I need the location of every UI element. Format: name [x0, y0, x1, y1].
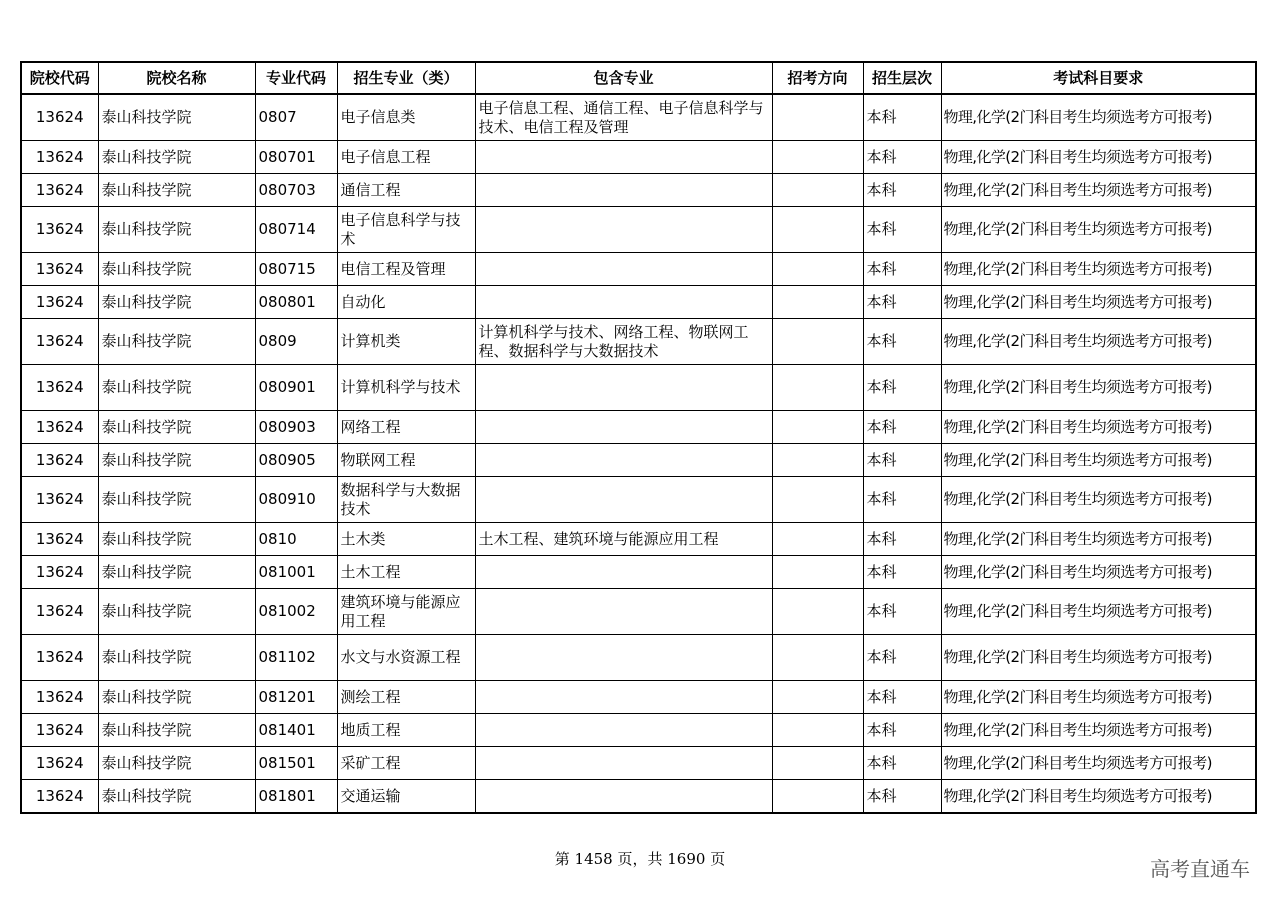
- cell-school-code: 13624: [21, 747, 98, 780]
- cell-level: 本科: [863, 556, 941, 589]
- cell-included-majors: [475, 556, 772, 589]
- cell-level: 本科: [863, 523, 941, 556]
- table-row: [21, 411, 1256, 444]
- cell-school-code: 13624: [21, 780, 98, 814]
- cell-subject-requirement: 物理,化学(2门科目考生均须选考方可报考): [941, 141, 1256, 174]
- cell-school-name: 泰山科技学院: [98, 365, 255, 411]
- cell-school-name: 泰山科技学院: [98, 207, 255, 253]
- table-body: [21, 94, 1256, 813]
- cell-direction: [772, 635, 863, 681]
- cell-direction: [772, 681, 863, 714]
- header-level: 招生层次: [863, 62, 941, 94]
- cell-major: 计算机类: [337, 319, 475, 365]
- cell-included-majors: [475, 286, 772, 319]
- cell-included-majors: [475, 411, 772, 444]
- watermark-text: 高考直通车: [1150, 857, 1250, 881]
- header-major-code: 专业代码: [255, 62, 337, 94]
- cell-subject-requirement: 物理,化学(2门科目考生均须选考方可报考): [941, 319, 1256, 365]
- cell-school-code: 13624: [21, 523, 98, 556]
- cell-included-majors: [475, 780, 772, 814]
- cell-school-code: 13624: [21, 635, 98, 681]
- table-row: [21, 286, 1256, 319]
- cell-level: 本科: [863, 174, 941, 207]
- cell-major-code: 081102: [255, 635, 337, 681]
- cell-school-code: 13624: [21, 141, 98, 174]
- cell-included-majors: [475, 747, 772, 780]
- cell-major-code: 080801: [255, 286, 337, 319]
- header-school-code: 院校代码: [21, 62, 98, 94]
- table-row: [21, 94, 1256, 141]
- cell-subject-requirement: 物理,化学(2门科目考生均须选考方可报考): [941, 286, 1256, 319]
- cell-school-code: 13624: [21, 286, 98, 319]
- cell-subject-requirement: 物理,化学(2门科目考生均须选考方可报考): [941, 635, 1256, 681]
- cell-level: 本科: [863, 141, 941, 174]
- table-row: [21, 365, 1256, 411]
- header-subject-requirement: 考试科目要求: [941, 62, 1256, 94]
- cell-major-code: 080901: [255, 365, 337, 411]
- cell-subject-requirement: 物理,化学(2门科目考生均须选考方可报考): [941, 714, 1256, 747]
- cell-school-name: 泰山科技学院: [98, 444, 255, 477]
- cell-school-name: 泰山科技学院: [98, 174, 255, 207]
- cell-level: 本科: [863, 747, 941, 780]
- cell-direction: [772, 365, 863, 411]
- cell-included-majors: 土木工程、建筑环境与能源应用工程: [475, 523, 772, 556]
- cell-major: 电子信息科学与技术: [337, 207, 475, 253]
- cell-level: 本科: [863, 207, 941, 253]
- cell-major: 土木类: [337, 523, 475, 556]
- table-row: [21, 207, 1256, 253]
- cell-direction: [772, 747, 863, 780]
- cell-school-name: 泰山科技学院: [98, 747, 255, 780]
- cell-direction: [772, 714, 863, 747]
- cell-direction: [772, 141, 863, 174]
- cell-major-code: 081002: [255, 589, 337, 635]
- cell-level: 本科: [863, 589, 941, 635]
- cell-included-majors: 电子信息工程、通信工程、电子信息科学与技术、电信工程及管理: [475, 94, 772, 141]
- cell-included-majors: [475, 635, 772, 681]
- cell-major: 交通运输: [337, 780, 475, 814]
- cell-major-code: 080703: [255, 174, 337, 207]
- cell-school-name: 泰山科技学院: [98, 556, 255, 589]
- cell-direction: [772, 556, 863, 589]
- table-row: [21, 477, 1256, 523]
- cell-major-code: 081001: [255, 556, 337, 589]
- cell-level: 本科: [863, 286, 941, 319]
- cell-school-name: 泰山科技学院: [98, 714, 255, 747]
- table-row: [21, 174, 1256, 207]
- cell-school-name: 泰山科技学院: [98, 477, 255, 523]
- cell-major-code: 080903: [255, 411, 337, 444]
- cell-level: 本科: [863, 94, 941, 141]
- cell-major-code: 080910: [255, 477, 337, 523]
- header-row: [21, 62, 1256, 94]
- cell-school-code: 13624: [21, 365, 98, 411]
- cell-included-majors: [475, 365, 772, 411]
- cell-school-code: 13624: [21, 411, 98, 444]
- table-row: [21, 780, 1256, 814]
- cell-included-majors: [475, 714, 772, 747]
- cell-major-code: 080715: [255, 253, 337, 286]
- table-row: [21, 319, 1256, 365]
- cell-major-code: 081501: [255, 747, 337, 780]
- cell-major: 电信工程及管理: [337, 253, 475, 286]
- cell-school-code: 13624: [21, 319, 98, 365]
- header-direction: 招考方向: [772, 62, 863, 94]
- cell-school-name: 泰山科技学院: [98, 411, 255, 444]
- cell-school-name: 泰山科技学院: [98, 141, 255, 174]
- cell-major: 自动化: [337, 286, 475, 319]
- cell-subject-requirement: 物理,化学(2门科目考生均须选考方可报考): [941, 780, 1256, 814]
- cell-subject-requirement: 物理,化学(2门科目考生均须选考方可报考): [941, 477, 1256, 523]
- cell-subject-requirement: 物理,化学(2门科目考生均须选考方可报考): [941, 411, 1256, 444]
- cell-major: 数据科学与大数据技术: [337, 477, 475, 523]
- cell-direction: [772, 780, 863, 814]
- cell-school-code: 13624: [21, 444, 98, 477]
- page-number: 第 1458 页，共 1690 页: [554, 850, 726, 868]
- cell-school-code: 13624: [21, 589, 98, 635]
- cell-major-code: 0807: [255, 94, 337, 141]
- cell-school-name: 泰山科技学院: [98, 589, 255, 635]
- cell-direction: [772, 94, 863, 141]
- cell-school-code: 13624: [21, 174, 98, 207]
- cell-major: 通信工程: [337, 174, 475, 207]
- table-row: [21, 141, 1256, 174]
- cell-major: 电子信息工程: [337, 141, 475, 174]
- cell-major-code: 081201: [255, 681, 337, 714]
- cell-included-majors: [475, 681, 772, 714]
- cell-school-code: 13624: [21, 477, 98, 523]
- cell-subject-requirement: 物理,化学(2门科目考生均须选考方可报考): [941, 174, 1256, 207]
- cell-major-code: 080905: [255, 444, 337, 477]
- cell-subject-requirement: 物理,化学(2门科目考生均须选考方可报考): [941, 444, 1256, 477]
- cell-major: 计算机科学与技术: [337, 365, 475, 411]
- cell-school-name: 泰山科技学院: [98, 635, 255, 681]
- table-row: [21, 747, 1256, 780]
- cell-direction: [772, 523, 863, 556]
- admissions-table: [20, 61, 1257, 814]
- cell-included-majors: [475, 141, 772, 174]
- cell-direction: [772, 589, 863, 635]
- cell-level: 本科: [863, 477, 941, 523]
- cell-major: 测绘工程: [337, 681, 475, 714]
- cell-level: 本科: [863, 365, 941, 411]
- cell-direction: [772, 253, 863, 286]
- cell-included-majors: [475, 253, 772, 286]
- cell-direction: [772, 319, 863, 365]
- cell-major-code: 0810: [255, 523, 337, 556]
- cell-major: 建筑环境与能源应用工程: [337, 589, 475, 635]
- table-row: [21, 444, 1256, 477]
- table-row: [21, 635, 1256, 681]
- cell-level: 本科: [863, 253, 941, 286]
- cell-school-name: 泰山科技学院: [98, 94, 255, 141]
- cell-school-name: 泰山科技学院: [98, 286, 255, 319]
- cell-direction: [772, 444, 863, 477]
- cell-school-name: 泰山科技学院: [98, 523, 255, 556]
- cell-subject-requirement: 物理,化学(2门科目考生均须选考方可报考): [941, 747, 1256, 780]
- header-included-majors: 包含专业: [475, 62, 772, 94]
- table-row: [21, 589, 1256, 635]
- cell-subject-requirement: 物理,化学(2门科目考生均须选考方可报考): [941, 523, 1256, 556]
- table-header: [21, 62, 1256, 94]
- cell-school-code: 13624: [21, 681, 98, 714]
- cell-level: 本科: [863, 444, 941, 477]
- cell-subject-requirement: 物理,化学(2门科目考生均须选考方可报考): [941, 556, 1256, 589]
- cell-subject-requirement: 物理,化学(2门科目考生均须选考方可报考): [941, 681, 1256, 714]
- cell-major-code: 0809: [255, 319, 337, 365]
- cell-included-majors: 计算机科学与技术、网络工程、物联网工程、数据科学与大数据技术: [475, 319, 772, 365]
- cell-school-code: 13624: [21, 94, 98, 141]
- cell-direction: [772, 207, 863, 253]
- cell-direction: [772, 477, 863, 523]
- table-row: [21, 523, 1256, 556]
- cell-school-name: 泰山科技学院: [98, 319, 255, 365]
- cell-direction: [772, 174, 863, 207]
- cell-major-code: 080714: [255, 207, 337, 253]
- cell-major: 土木工程: [337, 556, 475, 589]
- cell-major: 网络工程: [337, 411, 475, 444]
- cell-level: 本科: [863, 780, 941, 814]
- cell-subject-requirement: 物理,化学(2门科目考生均须选考方可报考): [941, 589, 1256, 635]
- cell-major-code: 081801: [255, 780, 337, 814]
- cell-level: 本科: [863, 714, 941, 747]
- cell-included-majors: [475, 174, 772, 207]
- cell-included-majors: [475, 589, 772, 635]
- cell-school-name: 泰山科技学院: [98, 253, 255, 286]
- cell-major: 水文与水资源工程: [337, 635, 475, 681]
- cell-subject-requirement: 物理,化学(2门科目考生均须选考方可报考): [941, 207, 1256, 253]
- header-major: 招生专业（类）: [337, 62, 475, 94]
- cell-direction: [772, 411, 863, 444]
- cell-level: 本科: [863, 681, 941, 714]
- table-row: [21, 253, 1256, 286]
- cell-major-code: 080701: [255, 141, 337, 174]
- cell-subject-requirement: 物理,化学(2门科目考生均须选考方可报考): [941, 94, 1256, 141]
- table-row: [21, 681, 1256, 714]
- cell-level: 本科: [863, 319, 941, 365]
- cell-major: 电子信息类: [337, 94, 475, 141]
- cell-subject-requirement: 物理,化学(2门科目考生均须选考方可报考): [941, 365, 1256, 411]
- header-school-name: 院校名称: [98, 62, 255, 94]
- cell-school-name: 泰山科技学院: [98, 681, 255, 714]
- cell-included-majors: [475, 444, 772, 477]
- cell-school-code: 13624: [21, 253, 98, 286]
- cell-major-code: 081401: [255, 714, 337, 747]
- cell-school-name: 泰山科技学院: [98, 780, 255, 814]
- cell-major: 物联网工程: [337, 444, 475, 477]
- cell-school-code: 13624: [21, 556, 98, 589]
- cell-level: 本科: [863, 411, 941, 444]
- cell-major: 采矿工程: [337, 747, 475, 780]
- cell-direction: [772, 286, 863, 319]
- cell-included-majors: [475, 477, 772, 523]
- cell-level: 本科: [863, 635, 941, 681]
- table-row: [21, 556, 1256, 589]
- cell-school-code: 13624: [21, 714, 98, 747]
- cell-school-code: 13624: [21, 207, 98, 253]
- table-row: [21, 714, 1256, 747]
- cell-subject-requirement: 物理,化学(2门科目考生均须选考方可报考): [941, 253, 1256, 286]
- cell-major: 地质工程: [337, 714, 475, 747]
- cell-included-majors: [475, 207, 772, 253]
